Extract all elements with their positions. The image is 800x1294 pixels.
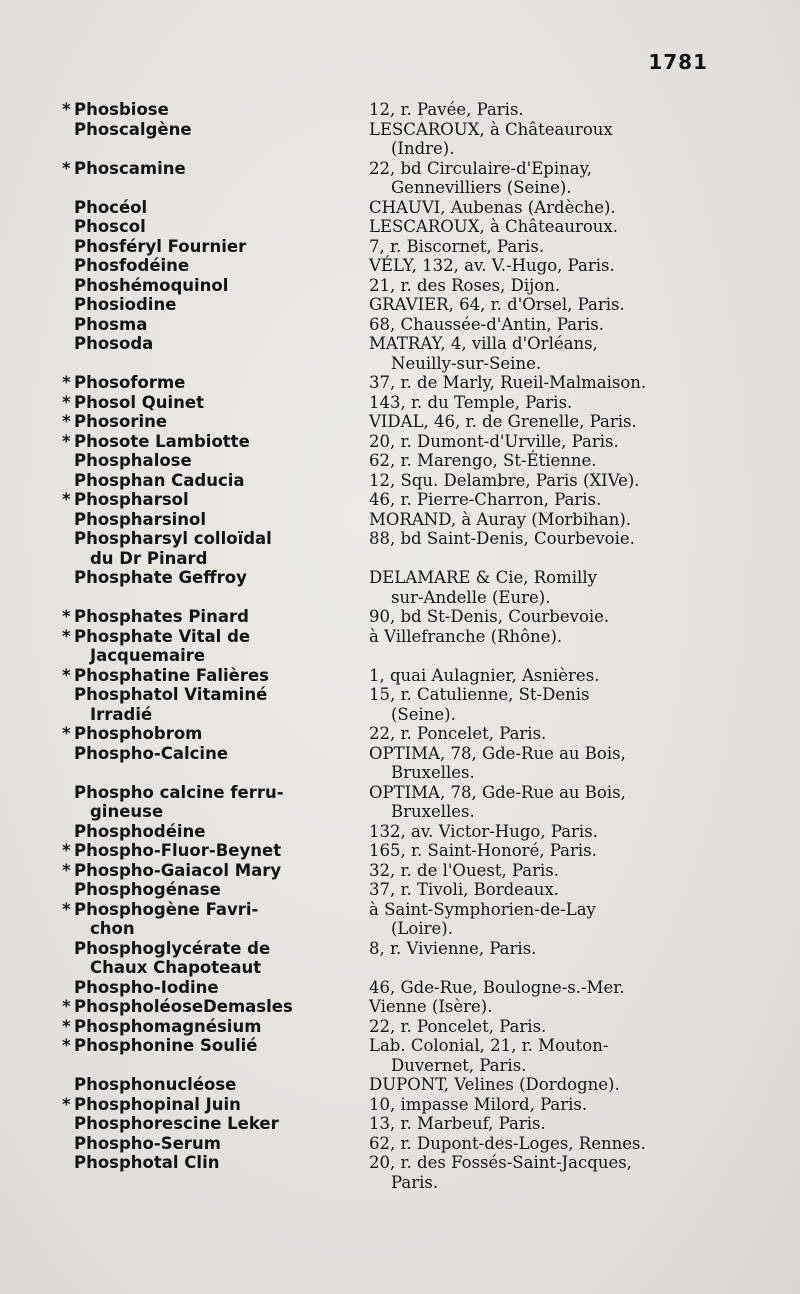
address-line: 68, Chaussée-d'Antin, Paris.	[369, 314, 604, 334]
product-name	[62, 451, 345, 471]
manufacturer-address	[345, 744, 712, 783]
product-name	[62, 100, 345, 120]
address-line: 15, r. Catulienne, St-Denis	[369, 685, 590, 704]
product-name	[62, 198, 345, 218]
manufacturer-address	[345, 666, 712, 686]
product-name-line: Phosma	[74, 314, 148, 334]
entry-row	[62, 1095, 712, 1115]
manufacturer-address	[345, 373, 712, 393]
address-continuation: Bruxelles.	[391, 802, 475, 821]
asterisk-marker: *	[62, 412, 71, 431]
manufacturer-address	[345, 120, 712, 159]
entry-row	[62, 822, 712, 842]
manufacturer-address	[345, 237, 712, 257]
address-line: VIDAL, 46, r. de Grenelle, Paris.	[369, 412, 637, 431]
entry-row	[62, 276, 712, 296]
asterisk-marker: *	[62, 431, 71, 451]
manufacturer-address	[345, 451, 712, 471]
address-line: 22, r. Poncelet, Paris.	[369, 724, 547, 743]
product-name	[62, 568, 345, 588]
product-name	[62, 412, 345, 432]
manufacturer-address	[345, 880, 712, 900]
product-name-line: Phospho-Iodine	[74, 977, 219, 997]
entry-row	[62, 900, 712, 939]
entry-row	[62, 1036, 712, 1075]
product-name	[62, 295, 345, 315]
product-name-line: Phosoforme	[74, 373, 186, 392]
address-line: GRAVIER, 64, r. d'Orsel, Paris.	[369, 295, 625, 314]
manufacturer-address	[345, 783, 712, 822]
entry-row	[62, 841, 712, 861]
entry-row	[62, 880, 712, 900]
manufacturer-address	[345, 1036, 712, 1075]
product-name	[62, 607, 345, 627]
product-name-line: Phoscalgène	[74, 119, 192, 139]
manufacturer-address	[345, 529, 712, 549]
address-line: DUPONT, Velines (Dordogne).	[369, 1075, 620, 1094]
manufacturer-address	[345, 1017, 712, 1037]
entry-row	[62, 783, 712, 822]
address-continuation: Duvernet, Paris.	[391, 1055, 527, 1075]
product-name-line: Phoshémoquinol	[74, 275, 229, 295]
product-name-line: Phosphoglycérate de	[74, 938, 271, 958]
product-name	[62, 1134, 345, 1154]
address-line: DELAMARE & Cie, Romilly	[369, 568, 597, 587]
product-name-line: Phospho-Gaiacol Mary	[74, 860, 282, 880]
product-name	[62, 393, 345, 413]
product-name	[62, 822, 345, 842]
entry-row	[62, 724, 712, 744]
manufacturer-address	[345, 841, 712, 861]
product-name	[62, 841, 345, 861]
product-name	[62, 217, 345, 237]
entry-row	[62, 1017, 712, 1037]
product-name	[62, 666, 345, 686]
product-name	[62, 861, 345, 881]
entry-row	[62, 1134, 712, 1154]
manufacturer-address	[345, 607, 712, 627]
entry-row	[62, 744, 712, 783]
address-line: 165, r. Saint-Honoré, Paris.	[369, 841, 597, 860]
entry-list	[62, 100, 712, 1192]
product-name	[62, 880, 345, 900]
address-line: 13, r. Marbeuf, Paris.	[369, 1114, 546, 1133]
product-name	[62, 1036, 345, 1056]
manufacturer-address	[345, 978, 712, 998]
address-line: MATRAY, 4, villa d'Orléans,	[369, 334, 598, 353]
entry-row	[62, 490, 712, 510]
manufacturer-address	[345, 1134, 712, 1154]
asterisk-marker: *	[62, 626, 71, 646]
asterisk-marker: *	[62, 997, 71, 1016]
address-line: LESCAROUX, à Châteauroux	[369, 119, 613, 139]
asterisk-marker: *	[62, 1094, 71, 1114]
address-line: 143, r. du Temple, Paris.	[369, 392, 573, 412]
entry-row	[62, 1114, 712, 1134]
address-continuation: (Seine).	[391, 704, 456, 724]
manufacturer-address	[345, 685, 712, 724]
asterisk-marker: *	[62, 100, 71, 119]
manufacturer-address	[345, 159, 712, 198]
product-name-continuation: du Dr Pinard	[90, 548, 208, 568]
entry-row	[62, 217, 712, 237]
entry-row	[62, 412, 712, 432]
address-continuation: (Indre).	[391, 139, 455, 158]
address-line: 32, r. de l'Ouest, Paris.	[369, 860, 560, 880]
manufacturer-address	[345, 861, 712, 881]
address-line: 37, r. Tivoli, Bordeaux.	[369, 880, 559, 899]
asterisk-marker: *	[62, 1016, 71, 1036]
entry-row	[62, 529, 712, 568]
entry-row	[62, 393, 712, 413]
product-name-line: Phosphorescine Leker	[74, 1114, 279, 1133]
address-line: OPTIMA, 78, Gde-Rue au Bois,	[369, 782, 626, 802]
entry-row	[62, 451, 712, 471]
product-name-line: Phosorine	[74, 412, 168, 431]
product-name	[62, 490, 345, 510]
product-name-line: Phosiodine	[74, 295, 177, 314]
address-line: VÉLY, 132, av. V.-Hugo, Paris.	[369, 256, 615, 275]
manufacturer-address	[345, 939, 712, 959]
product-name-line: Phosphate Vital de	[74, 626, 251, 646]
address-line: Vienne (Isère).	[369, 997, 493, 1016]
entry-row	[62, 315, 712, 335]
address-line: 22, bd Circulaire-d'Epinay,	[369, 158, 592, 178]
product-name-line: Phosol Quinet	[74, 392, 204, 412]
asterisk-marker: *	[62, 899, 71, 919]
asterisk-marker: *	[62, 1036, 71, 1055]
manufacturer-address	[345, 822, 712, 842]
manufacturer-address	[345, 627, 712, 647]
product-name-line: Phocéol	[74, 197, 148, 217]
product-name-continuation: Irradié	[90, 704, 153, 724]
address-line: 10, impasse Milord, Paris.	[369, 1094, 588, 1114]
product-name-line: Phosphonucléose	[74, 1075, 237, 1094]
address-continuation: Gennevilliers (Seine).	[391, 178, 572, 197]
address-line: 88, bd Saint-Denis, Courbevoie.	[369, 529, 635, 548]
address-line: à Villefranche (Rhône).	[369, 626, 563, 646]
manufacturer-address	[345, 256, 712, 276]
entry-row	[62, 198, 712, 218]
product-name-line: Phosoda	[74, 334, 154, 353]
product-name	[62, 1095, 345, 1115]
product-name-line: Phosote Lambiotte	[74, 431, 250, 451]
address-line: 22, r. Poncelet, Paris.	[369, 1016, 547, 1036]
manufacturer-address	[345, 568, 712, 607]
asterisk-marker: *	[62, 860, 71, 880]
product-name-line: Phosphate Geffroy	[74, 568, 247, 587]
product-name-line: Phosfodéine	[74, 256, 190, 275]
product-name-continuation: chon	[90, 919, 135, 938]
address-line: 20, r. des Fossés-Saint-Jacques,	[369, 1153, 632, 1172]
product-name-line: Phosphomagnésium	[74, 1016, 262, 1036]
product-name-line: Phosphogène Favri-	[74, 899, 259, 919]
manufacturer-address	[345, 393, 712, 413]
product-name-line: Phosphopinal Juin	[74, 1094, 241, 1114]
address-line: 62, r. Marengo, St-Étienne.	[369, 451, 597, 470]
asterisk-marker: *	[62, 841, 71, 860]
entry-row	[62, 978, 712, 998]
product-name	[62, 724, 345, 744]
entry-row	[62, 334, 712, 373]
product-name	[62, 373, 345, 393]
product-name	[62, 978, 345, 998]
manufacturer-address	[345, 1095, 712, 1115]
entry-row	[62, 627, 712, 666]
product-name	[62, 529, 345, 568]
product-name	[62, 783, 345, 822]
product-name-continuation: Chaux Chapoteaut	[90, 958, 262, 977]
product-name-continuation: Jacquemaire	[90, 646, 206, 665]
asterisk-marker: *	[62, 665, 71, 685]
address-continuation: Paris.	[391, 1172, 439, 1192]
entry-row	[62, 939, 712, 978]
entry-row	[62, 1075, 712, 1095]
asterisk-marker: *	[62, 373, 71, 392]
product-name	[62, 276, 345, 296]
product-name-line: Phoscol	[74, 217, 146, 236]
product-name	[62, 685, 345, 724]
address-line: LESCAROUX, à Châteauroux.	[369, 217, 618, 236]
address-line: 20, r. Dumont-d'Urville, Paris.	[369, 431, 619, 451]
address-line: CHAUVI, Aubenas (Ardèche).	[369, 197, 616, 217]
asterisk-marker: *	[62, 724, 71, 743]
manufacturer-address	[345, 412, 712, 432]
product-name-line: PhospholéoseDemasles	[74, 997, 293, 1016]
entry-row	[62, 237, 712, 257]
address-continuation: sur-Andelle (Eure).	[391, 587, 551, 607]
manufacturer-address	[345, 724, 712, 744]
address-continuation: Bruxelles.	[391, 763, 475, 782]
product-name	[62, 997, 345, 1017]
product-name	[62, 1153, 345, 1173]
manufacturer-address	[345, 510, 712, 530]
manufacturer-address	[345, 490, 712, 510]
product-name	[62, 237, 345, 257]
entry-row	[62, 861, 712, 881]
entry-row	[62, 373, 712, 393]
address-line: 46, r. Pierre-Charron, Paris.	[369, 490, 602, 509]
product-name	[62, 315, 345, 335]
asterisk-marker: *	[62, 490, 71, 509]
asterisk-marker: *	[62, 392, 71, 412]
product-name	[62, 1114, 345, 1134]
manufacturer-address	[345, 997, 712, 1017]
product-name-line: Phosphan Caducia	[74, 470, 245, 490]
manufacturer-address	[345, 432, 712, 452]
product-name-line: Phospho-Calcine	[74, 743, 229, 763]
address-line: OPTIMA, 78, Gde-Rue au Bois,	[369, 743, 626, 763]
manufacturer-address	[345, 1075, 712, 1095]
product-name	[62, 744, 345, 764]
product-name-line: Phospharsyl colloïdal	[74, 529, 272, 548]
product-name-line: Phosphodéine	[74, 821, 206, 841]
product-name-line: Phospho calcine ferru-	[74, 782, 284, 802]
address-line: 62, r. Dupont-des-Loges, Rennes.	[369, 1133, 646, 1153]
manufacturer-address	[345, 1114, 712, 1134]
product-name-continuation: gineuse	[90, 802, 164, 821]
manufacturer-address	[345, 471, 712, 491]
product-name-line: Phoscamine	[74, 158, 186, 178]
entry-row	[62, 607, 712, 627]
address-line: 132, av. Victor-Hugo, Paris.	[369, 821, 598, 841]
address-line: MORAND, à Auray (Morbihan).	[369, 509, 632, 529]
product-name-line: Phosphates Pinard	[74, 607, 249, 626]
manufacturer-address	[345, 217, 712, 237]
product-name	[62, 432, 345, 452]
address-line: 12, r. Pavée, Paris.	[369, 100, 524, 119]
address-continuation: Neuilly-sur-Seine.	[391, 353, 542, 373]
manufacturer-address	[345, 100, 712, 120]
product-name-line: Phosphatol Vitaminé	[74, 685, 268, 704]
manufacturer-address	[345, 315, 712, 335]
entry-row	[62, 510, 712, 530]
product-name-line: Phospharsol	[74, 490, 189, 509]
address-line: 21, r. des Roses, Dijon.	[369, 275, 561, 295]
product-name	[62, 1017, 345, 1037]
address-line: Lab. Colonial, 21, r. Mouton-	[369, 1036, 609, 1055]
product-name-line: Phospho-Fluor-Beynet	[74, 841, 282, 860]
asterisk-marker: *	[62, 607, 71, 626]
product-name	[62, 510, 345, 530]
product-name	[62, 256, 345, 276]
entry-row	[62, 159, 712, 198]
product-name-line: Phosphonine Soulié	[74, 1036, 258, 1055]
product-name-line: Phosféryl Fournier	[74, 236, 247, 256]
product-name	[62, 120, 345, 140]
product-name	[62, 939, 345, 978]
product-name-line: Phosphobrom	[74, 724, 203, 743]
address-line: 37, r. de Marly, Rueil-Malmaison.	[369, 373, 647, 392]
address-line: 46, Gde-Rue, Boulogne-s.-Mer.	[369, 977, 625, 997]
entry-row	[62, 295, 712, 315]
entry-row	[62, 432, 712, 452]
product-name	[62, 1075, 345, 1095]
asterisk-marker: *	[62, 158, 71, 178]
address-continuation: (Loire).	[391, 919, 453, 938]
entry-row	[62, 1153, 712, 1192]
product-name	[62, 471, 345, 491]
manufacturer-address	[345, 1153, 712, 1192]
address-line: 1, quai Aulagnier, Asnières.	[369, 665, 600, 685]
product-name-line: Phosphogénase	[74, 880, 221, 899]
address-line: 7, r. Biscornet, Paris.	[369, 236, 545, 256]
product-name	[62, 334, 345, 354]
product-name-line: Phosphotal Clin	[74, 1153, 220, 1172]
manufacturer-address	[345, 295, 712, 315]
page-number: 1781	[648, 50, 708, 74]
product-name	[62, 627, 345, 666]
address-line: 8, r. Vivienne, Paris.	[369, 938, 537, 958]
entry-row	[62, 666, 712, 686]
product-name-line: Phospho-Serum	[74, 1133, 221, 1153]
product-name-line: Phospharsinol	[74, 509, 207, 529]
product-name	[62, 900, 345, 939]
entry-row	[62, 120, 712, 159]
manufacturer-address	[345, 198, 712, 218]
entry-row	[62, 256, 712, 276]
manufacturer-address	[345, 276, 712, 296]
entry-row	[62, 997, 712, 1017]
manufacturer-address	[345, 334, 712, 373]
entry-row	[62, 568, 712, 607]
product-name-line: Phosbiose	[74, 100, 169, 119]
entry-row	[62, 471, 712, 491]
product-name-line: Phosphatine Falières	[74, 665, 270, 685]
address-line: 12, Squ. Delambre, Paris (XIVe).	[369, 470, 640, 490]
address-line: à Saint-Symphorien-de-Lay	[369, 899, 596, 919]
entry-row	[62, 100, 712, 120]
manufacturer-address	[345, 900, 712, 939]
address-line: 90, bd St-Denis, Courbevoie.	[369, 607, 610, 626]
product-name	[62, 159, 345, 179]
product-name-line: Phosphalose	[74, 451, 192, 470]
entry-row	[62, 685, 712, 724]
